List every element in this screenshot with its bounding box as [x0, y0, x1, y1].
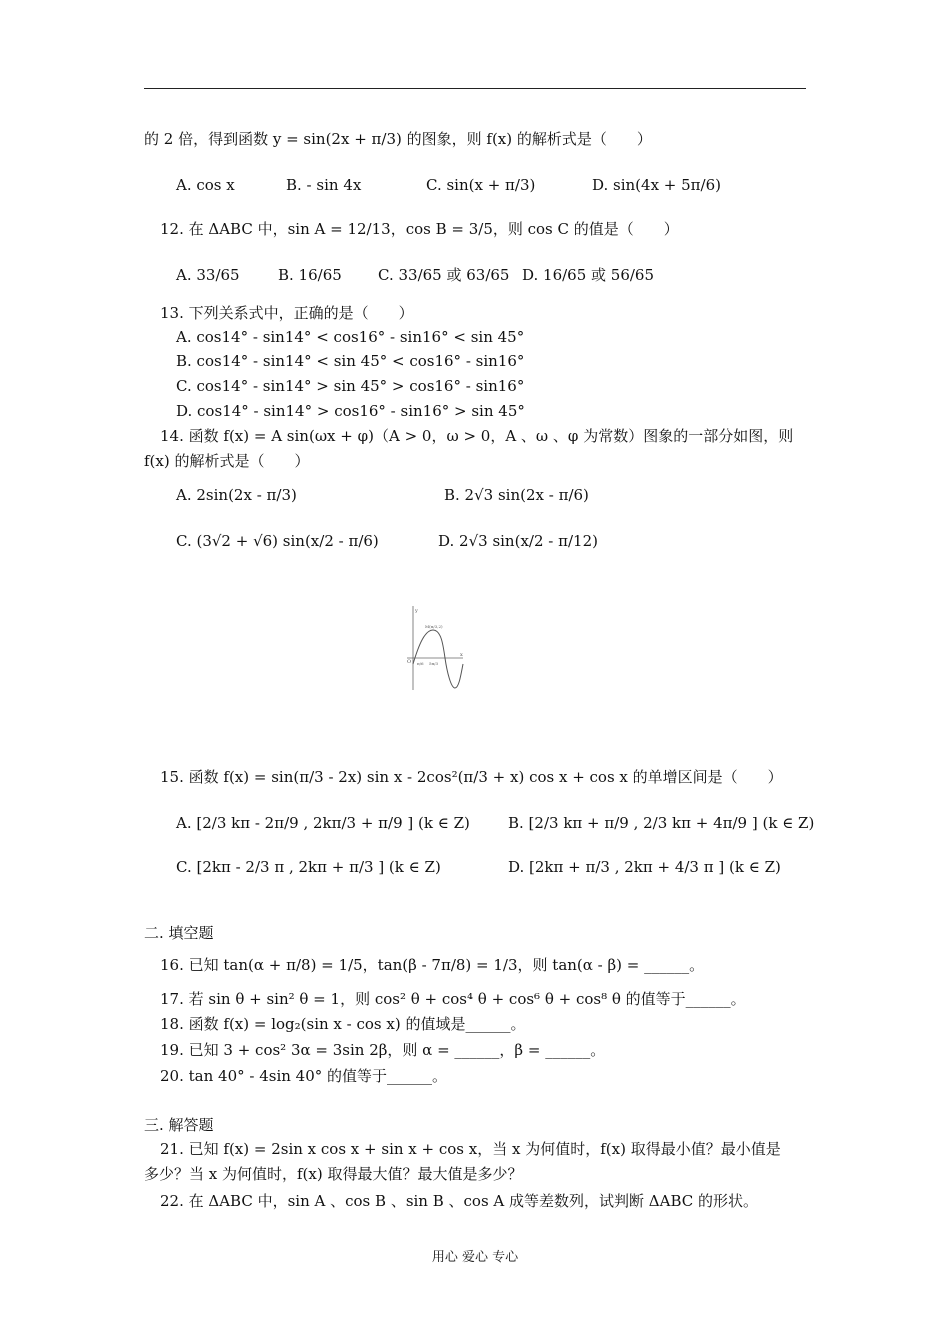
q13-option-a: A. cos14° - sin14° < cos16° - sin16° < sin 45° [176, 328, 525, 346]
tick-label-1: π/6 [417, 661, 424, 666]
q22-question: 22. 在 ΔABC 中，sin A 、cos B 、sin B 、cos A 成等差数列，试判断 ΔABC 的形状。 [160, 1192, 759, 1210]
q14-question-line1: 14. 函数 f(x) = A sin(ωx + φ)（A > 0，ω > 0，A 、ω 、φ 为常数）图象的一部分如图，则 [160, 427, 794, 445]
q15-question: 15. 函数 f(x) = sin(π/3 - 2x) sin x - 2cos²(π/3 + x) cos x + cos x 的单增区间是（ ） [160, 768, 783, 786]
tick-label-2: 5π/3 [429, 661, 439, 666]
q11-option-a: A. cos x [176, 176, 235, 194]
sine-curve [413, 630, 463, 688]
q14-option-a: A. 2sin(2x - π/3) [176, 486, 297, 504]
origin-label: O [407, 659, 412, 665]
q11-option-d: D. sin(4x + 5π/6) [592, 176, 721, 194]
section-fill-in-heading: 二. 填空题 [144, 924, 214, 942]
q15-option-d: D. [2kπ + π/3 , 2kπ + 4/3 π ] (k ∈ Z) [508, 858, 781, 876]
q16-question: 16. 已知 tan(α + π/8) = 1/5，tan(β - 7π/8) = 1/3，则 tan(α - β) = ______。 [160, 956, 705, 974]
q13-option-b: B. cos14° - sin14° < sin 45° < cos16° - sin16° [176, 352, 525, 370]
q12-option-d: D. 16/65 或 56/65 [522, 266, 655, 284]
q14-option-b: B. 2√3 sin(2x - π/6) [444, 486, 589, 504]
q13-option-c: C. cos14° - sin14° > sin 45° > cos16° - sin16° [176, 377, 525, 395]
q20-question: 20. tan 40° - 4sin 40° 的值等于______。 [160, 1067, 448, 1085]
q12-option-c: C. 33/65 或 63/65 [378, 266, 510, 284]
q17-question: 17. 若 sin θ + sin² θ = 1，则 cos² θ + cos⁴ θ + cos⁶ θ + cos⁸ θ 的值等于______。 [160, 990, 746, 1008]
q12-option-b: B. 16/65 [278, 266, 342, 284]
sine-graph-figure [405, 604, 465, 692]
q15-option-c: C. [2kπ - 2/3 π , 2kπ + π/3 ] (k ∈ Z) [176, 858, 441, 876]
peak-label: M(π/3,2) [425, 624, 443, 629]
q12-question: 12. 在 ΔABC 中，sin A = 12/13，cos B = 3/5，则 cos C 的值是（ ） [160, 220, 679, 238]
header-rule [144, 88, 806, 89]
q21-question-line2: 多少？当 x 为何值时，f(x) 取得最大值？最大值是多少？ [144, 1165, 523, 1183]
q12-option-a: A. 33/65 [176, 266, 240, 284]
q14-option-c: C. (3√2 + √6) sin(x/2 - π/6) [176, 532, 379, 550]
q11-option-b: B. - sin 4x [286, 176, 362, 194]
q11-continuation: 的 2 倍，得到函数 y = sin(2x + π/3) 的图象，则 f(x) 的解析式是（ ） [144, 130, 652, 148]
q15-option-b: B. [2/3 kπ + π/9 , 2/3 kπ + 4π/9 ] (k ∈ Z) [508, 814, 815, 832]
q18-question: 18. 函数 f(x) = log₂(sin x - cos x) 的值域是______。 [160, 1015, 526, 1033]
x-axis-label: x [460, 652, 463, 658]
q14-question-line2: f(x) 的解析式是（ ） [144, 452, 310, 470]
q14-option-d: D. 2√3 sin(x/2 - π/12) [438, 532, 598, 550]
section-answer-heading: 三. 解答题 [144, 1116, 214, 1134]
q19-question: 19. 已知 3 + cos² 3α = 3sin 2β，则 α = ______，β = ______。 [160, 1041, 606, 1059]
q15-option-a: A. [2/3 kπ - 2π/9 , 2kπ/3 + π/9 ] (k ∈ Z) [176, 814, 470, 832]
y-axis-label: y [415, 608, 418, 614]
q11-option-c: C. sin(x + π/3) [426, 176, 536, 194]
q21-question-line1: 21. 已知 f(x) = 2sin x cos x + sin x + cos x，当 x 为何值时，f(x) 取得最小值？最小值是 [160, 1140, 781, 1158]
q13-option-d: D. cos14° - sin14° > cos16° - sin16° > sin 45° [176, 402, 525, 420]
q13-question: 13. 下列关系式中，正确的是（ ） [160, 304, 414, 322]
page-footer: 用心 爱心 专心 [431, 1250, 519, 1265]
